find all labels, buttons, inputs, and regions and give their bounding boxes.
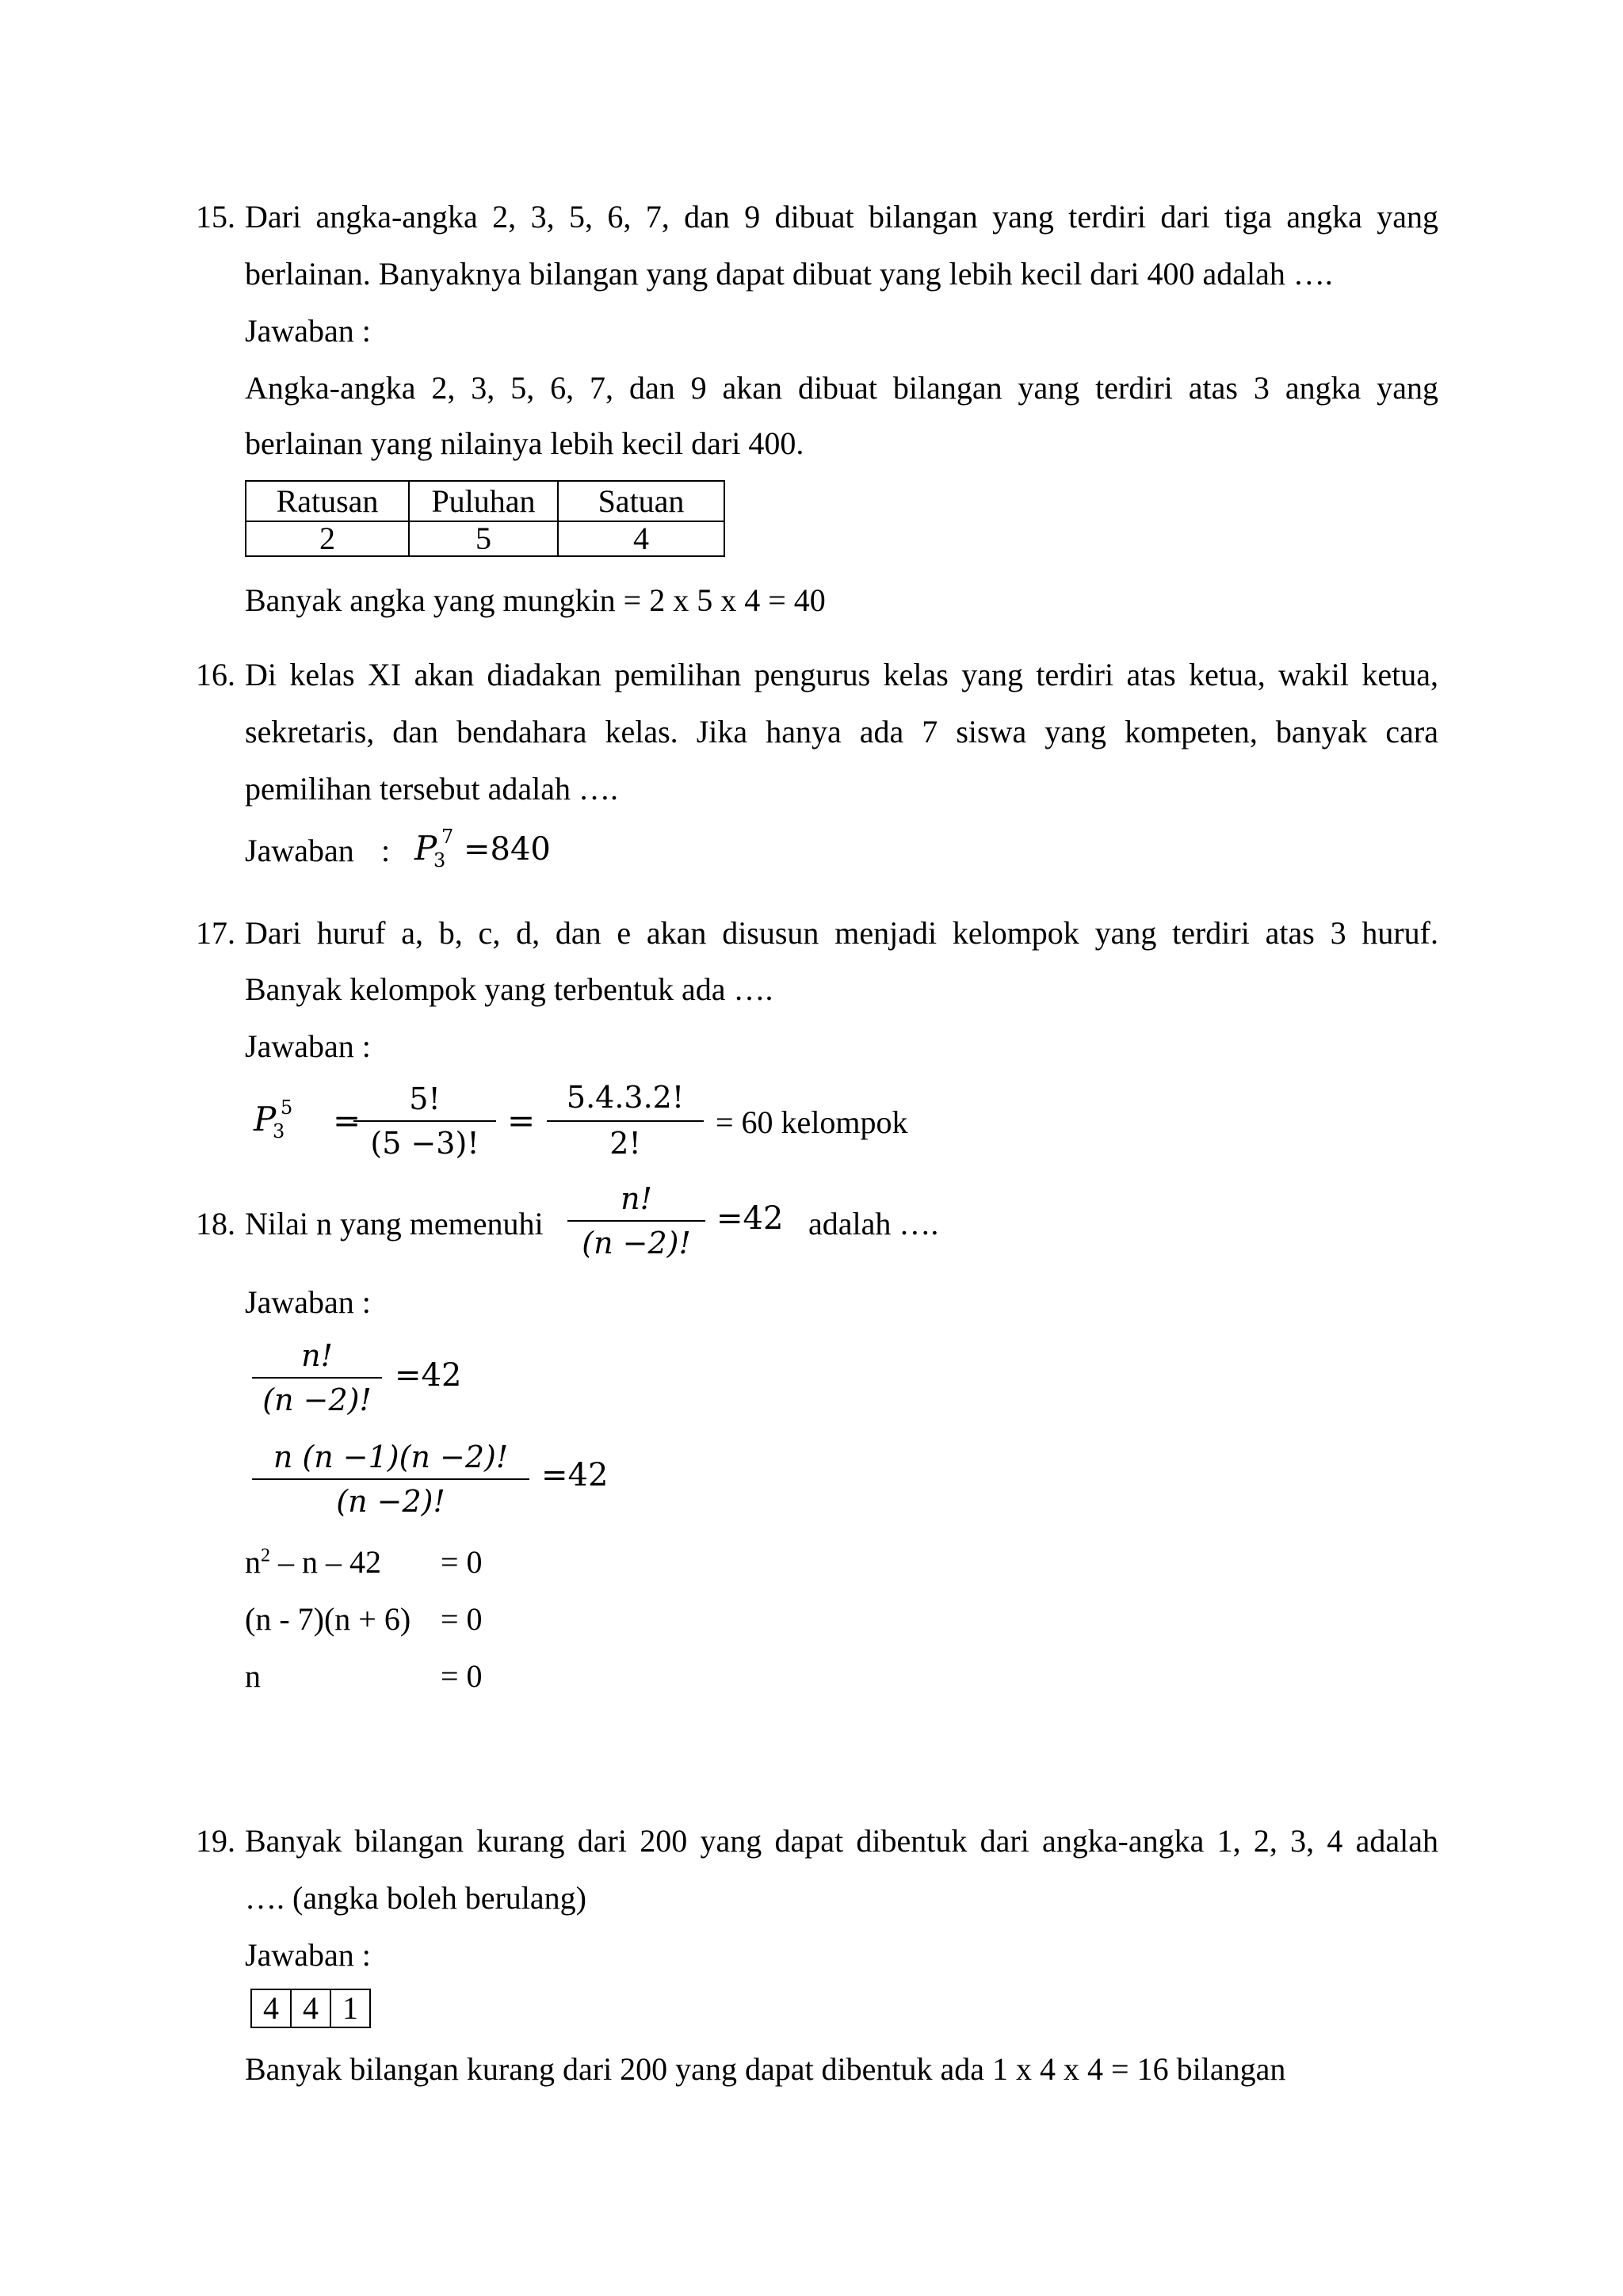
question-15-answer-label: Jawaban : xyxy=(245,313,371,349)
fraction-numerator: 5! xyxy=(409,1081,441,1116)
solution-row-rhs: = 0 xyxy=(441,1544,483,1580)
table-cell: 4 xyxy=(558,521,724,556)
digit-box: 4 xyxy=(251,1989,291,2027)
digit-boxes xyxy=(250,1989,371,2028)
equation-rhs: =42 xyxy=(395,1357,462,1394)
table-cell: 5 xyxy=(409,521,558,556)
solution-row-lhs: n xyxy=(245,1658,261,1694)
equation-rhs: =42 xyxy=(541,1457,609,1493)
table-header: Satuan xyxy=(558,481,724,521)
digit-box: 4 xyxy=(291,1989,330,2027)
question-16-text-line-3: pemilihan tersebut adalah …. xyxy=(245,771,618,807)
question-15-answer-line-1: Angka-angka 2, 3, 5, 6, 7, dan 9 akan dibuat bilangan yang terdiri atas 3 angka yang xyxy=(245,370,1438,406)
fraction-denominator: (n −2)! xyxy=(582,1226,691,1261)
fraction-bar xyxy=(353,1120,496,1122)
fraction-denominator: 2! xyxy=(609,1126,641,1161)
fraction-numerator: 5.4.3.2! xyxy=(566,1080,685,1115)
question-15-text-line-2: berlainan. Banyaknya bilangan yang dapat dibuat yang lebih kecil dari 400 adalah …. xyxy=(245,256,1333,292)
question-17-answer-label: Jawaban : xyxy=(245,1028,371,1064)
question-16-text-line-1: Di kelas XI akan diadakan pemilihan pengurus kelas yang terdiri atas ketua, wakil ketua, xyxy=(245,657,1438,692)
permutation-subscript: 3 xyxy=(273,1120,285,1142)
fraction-denominator: (n −2)! xyxy=(262,1383,372,1417)
question-number-18: 18. xyxy=(196,1206,235,1241)
question-17-text-line-1: Dari huruf a, b, c, d, dan e akan disusun menjadi kelompok yang terdiri atas 3 huruf. xyxy=(245,915,1438,951)
question-15-result: Banyak angka yang mungkin = 2 x 5 x 4 = 40 xyxy=(245,582,826,618)
equals-sign: = xyxy=(507,1101,536,1140)
permutation-symbol: P xyxy=(254,1100,277,1138)
question-number-15: 15. xyxy=(196,199,235,235)
question-18-answer-label: Jawaban : xyxy=(245,1284,371,1320)
equals-sign: = xyxy=(333,1101,361,1140)
solution-row-lhs: $n^2$ – n – 42 xyxy=(245,1544,381,1580)
question-18-prefix: Nilai n yang memenuhi xyxy=(245,1206,544,1241)
fraction-numerator: n! xyxy=(301,1338,333,1373)
question-17-result: = 60 kelompok xyxy=(716,1104,908,1140)
solution-row-rhs: = 0 xyxy=(441,1658,483,1694)
question-number-19: 19. xyxy=(196,1823,235,1859)
solution-row-rhs: = 0 xyxy=(441,1601,483,1637)
permutation-subscript: 3 xyxy=(433,849,446,871)
equation-rhs: =42 xyxy=(716,1200,784,1237)
question-16-answer-label: Jawaban xyxy=(245,833,354,868)
fraction-bar xyxy=(252,1377,382,1379)
place-value-table xyxy=(245,480,725,557)
solution-row-lhs: (n - 7)(n + 6) xyxy=(245,1601,411,1637)
fraction-bar xyxy=(547,1120,704,1122)
question-number-16: 16. xyxy=(196,657,235,692)
question-19-result: Banyak bilangan kurang dari 200 yang dapat dibentuk ada 1 x 4 x 4 = 16 bilangan xyxy=(245,2051,1286,2087)
table-cell: 2 xyxy=(246,521,409,556)
permutation-symbol: P xyxy=(414,829,437,868)
fraction-numerator: n (n −1)(n −2)! xyxy=(273,1440,509,1474)
fraction-bar xyxy=(252,1478,529,1480)
question-16-text-line-2: sekretaris, dan bendahara kelas. Jika hanya ada 7 siswa yang kompeten, banyak cara xyxy=(245,714,1438,749)
question-16-colon: : xyxy=(381,833,391,868)
question-19-text-line-2: …. (angka boleh berulang) xyxy=(245,1880,586,1916)
table-header: Ratusan xyxy=(246,481,409,521)
table-header: Puluhan xyxy=(409,481,558,521)
permutation-superscript: 7 xyxy=(441,826,454,848)
permutation-superscript: 5 xyxy=(281,1097,293,1119)
fraction-denominator: (5 −3)! xyxy=(370,1126,479,1161)
question-15-answer-line-2: berlainan yang nilainya lebih kecil dari 400. xyxy=(245,425,804,461)
fraction-bar xyxy=(567,1220,705,1222)
question-number-17: 17. xyxy=(196,915,235,951)
question-16-result: =840 xyxy=(464,831,551,868)
fraction-numerator: n! xyxy=(621,1181,652,1216)
question-19-answer-label: Jawaban : xyxy=(245,1937,371,1973)
question-18-suffix: adalah …. xyxy=(808,1206,939,1241)
question-15-text-line-1: Dari angka-angka 2, 3, 5, 6, 7, dan 9 dibuat bilangan yang terdiri dari tiga angka yang xyxy=(245,199,1438,235)
digit-box: 1 xyxy=(330,1989,370,2027)
question-17-text-line-2: Banyak kelompok yang terbentuk ada …. xyxy=(245,971,773,1007)
question-19-text-line-1: Banyak bilangan kurang dari 200 yang dapat dibentuk dari angka-angka 1, 2, 3, 4 adalah xyxy=(245,1823,1438,1859)
fraction-denominator: (n −2)! xyxy=(336,1484,445,1519)
